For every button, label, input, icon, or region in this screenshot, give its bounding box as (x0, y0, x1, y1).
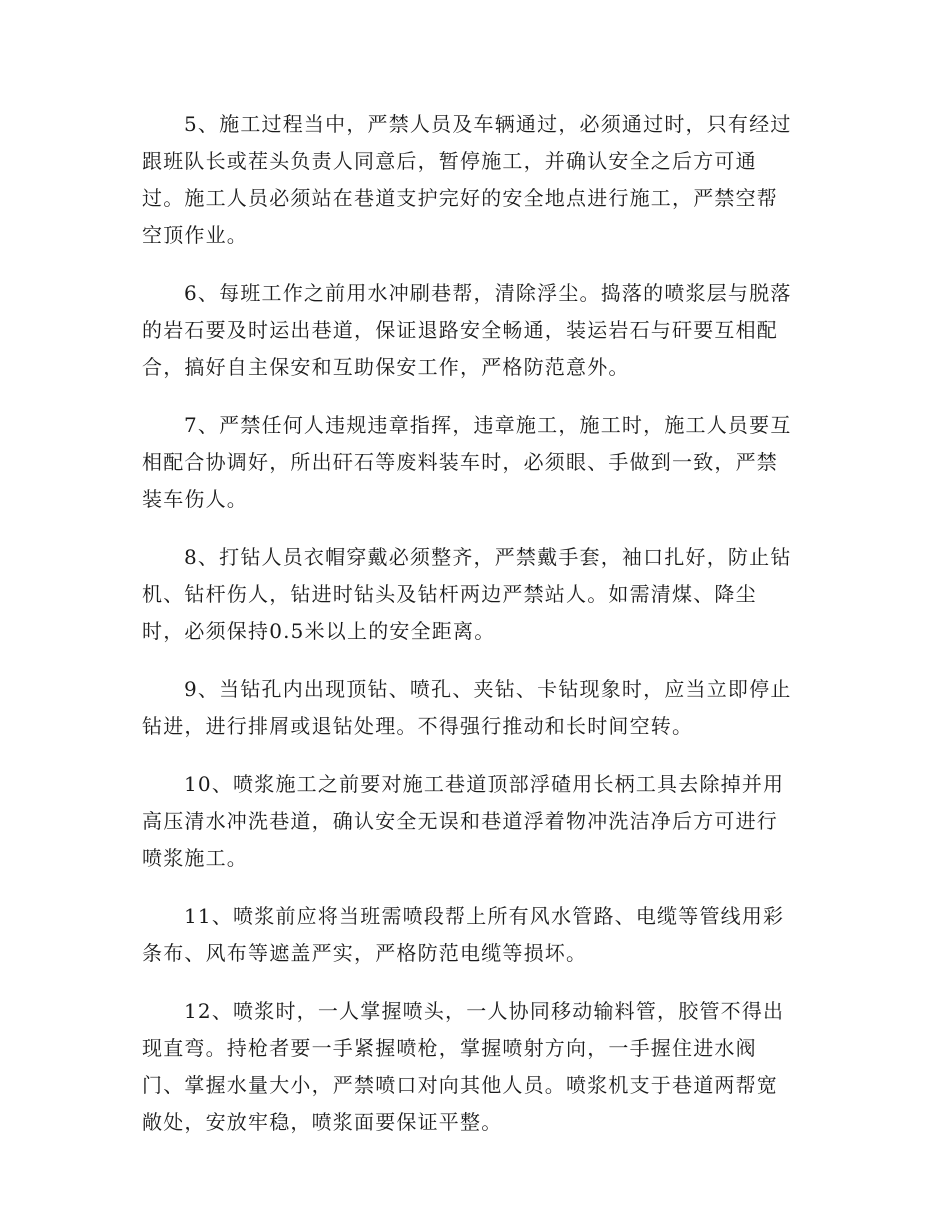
text-line: 9、当钻孔内出现顶钻、喷孔、夹钻、卡钻现象时，应当立即停止 (184, 677, 792, 701)
text-line: 空顶作业。 (142, 223, 248, 247)
text-line: 跟班队长或茬头负责人同意后，暂停施工，并确认安全之后方可通 (142, 149, 757, 173)
paragraph-item-9 (142, 671, 810, 745)
text-line: 7、严禁任何人违规违章指挥，违章施工，施工时，施工人员要互 (184, 413, 792, 437)
text-line: 机、钻杆伤人，钻进时钻头及钻杆两边严禁站人。如需清煤、降尘 (142, 582, 757, 606)
paragraph-item-8 (142, 539, 810, 650)
text-line: 相配合协调好，所出矸石等废料装车时，必须眼、手做到一致，严禁 (142, 450, 778, 474)
text-line: 的岩石要及时运出巷道，保证退路安全畅通，装运岩石与矸要互相配 (142, 318, 778, 342)
paragraph-item-6 (142, 275, 810, 386)
text-line: 门、掌握水量大小，严禁喷口对向其他人员。喷浆机支于巷道两帮宽 (142, 1073, 778, 1097)
text-line: 时，必须保持0.5米以上的安全距离。 (142, 619, 496, 643)
text-line: 10、喷浆施工之前要对施工巷道顶部浮碴用长柄工具去除掉并用 (184, 772, 785, 796)
text-line: 过。施工人员必须站在巷道支护完好的安全地点进行施工，严禁空帮 (142, 186, 778, 210)
text-line: 高压清水冲洗巷道，确认安全无误和巷道浮着物冲洗洁净后方可进行 (142, 809, 778, 833)
text-line: 5、施工过程当中，严禁人员及车辆通过，必须通过时，只有经过 (184, 112, 792, 136)
paragraph-item-10 (142, 766, 810, 877)
text-line: 敞处，安放牢稳，喷浆面要保证平整。 (142, 1110, 503, 1134)
text-line: 6、每班工作之前用水冲刷巷帮，清除浮尘。捣落的喷浆层与脱落 (184, 281, 792, 305)
document-body (142, 106, 810, 1141)
paragraph-item-11 (142, 898, 810, 972)
text-line: 喷浆施工。 (142, 846, 248, 870)
paragraph-item-5 (142, 106, 810, 254)
text-line: 8、打钻人员衣帽穿戴必须整齐，严禁戴手套，袖口扎好，防止钻 (184, 545, 792, 569)
paragraph-item-12 (142, 993, 810, 1141)
text-line: 合，搞好自主保安和互助保安工作，严格防范意外。 (142, 355, 630, 379)
paragraph-item-7 (142, 407, 810, 518)
text-line: 11、喷浆前应将当班需喷段帮上所有风水管路、电缆等管线用彩 (184, 904, 785, 928)
text-line: 12、喷浆时，一人掌握喷头，一人协同移动输料管，胶管不得出 (184, 999, 785, 1023)
text-line: 条布、风布等遮盖严实，严格防范电缆等损坏。 (142, 941, 588, 965)
text-line: 钻进，进行排屑或退钻处理。不得强行推动和长时间空转。 (142, 714, 694, 738)
text-line: 现直弯。持枪者要一手紧握喷枪，掌握喷射方向，一手握住进水阀 (142, 1036, 757, 1060)
text-line: 装车伤人。 (142, 487, 248, 511)
